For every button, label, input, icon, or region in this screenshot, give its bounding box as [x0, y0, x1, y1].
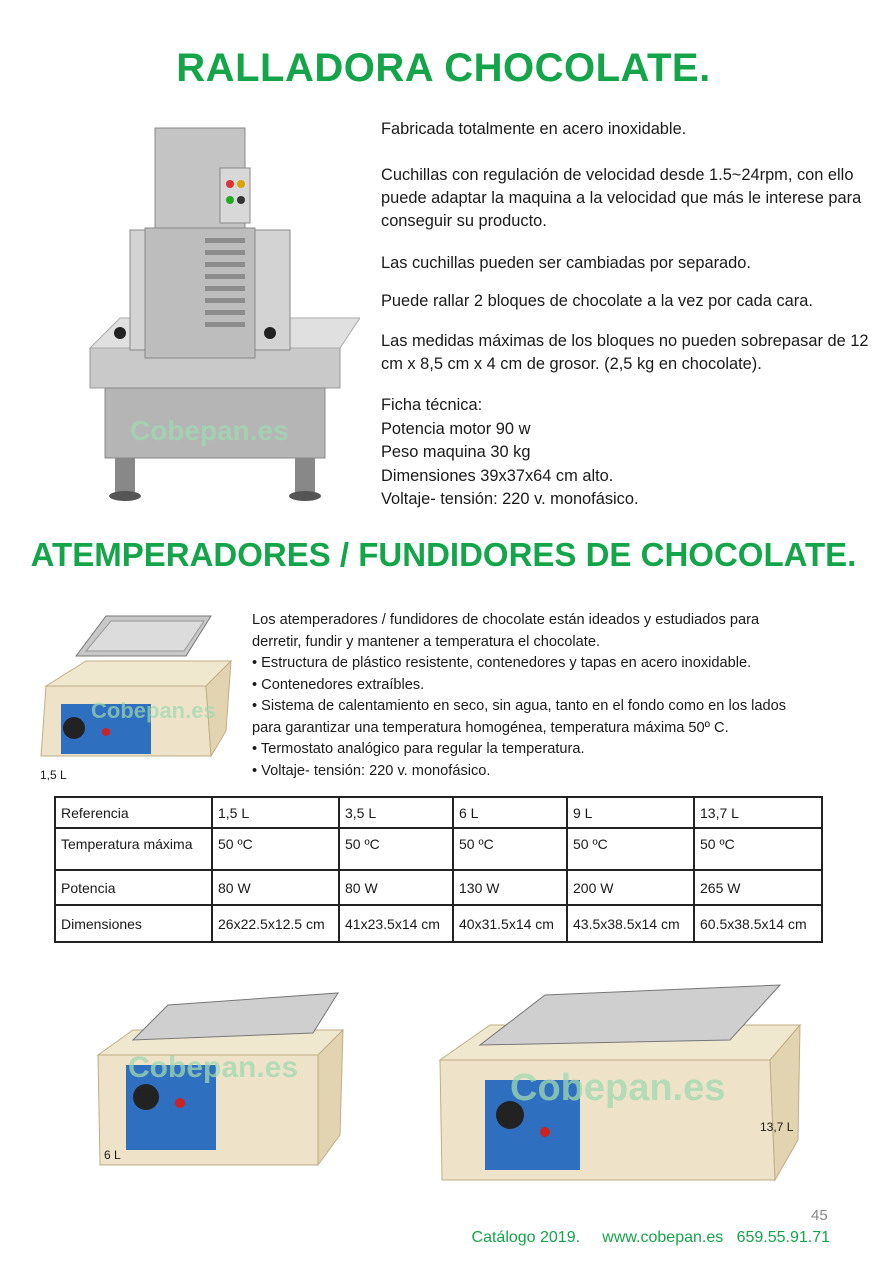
- desc-line: • Estructura de plástico resistente, contenedores y tapas en acero inoxidable.: [252, 655, 752, 671]
- table-cell: 26x22.5x12.5 cm: [212, 905, 339, 942]
- table-cell: 130 W: [453, 870, 567, 905]
- paragraph: Las medidas máximas de los bloques no pueden sobrepasar de 12 cm x 8,5 cm x 4 cm de grosor. (2,5 kg en chocolate).: [381, 332, 869, 373]
- paragraph: Cuchillas con regulación de velocidad desde 1.5~24rpm, con ello puede adaptar la maquina a la velocidad que más le interese para conseguir su producto.: [381, 166, 862, 230]
- table-row: [55, 828, 822, 870]
- desc-line: derretir, fundir y mantener a temperatura el chocolate.: [252, 633, 600, 650]
- caption-medium: 6 L: [104, 1148, 121, 1162]
- table-cell: 200 W: [567, 870, 694, 905]
- table-cell: Potencia: [55, 870, 212, 905]
- ficha-line: Dimensiones 39x37x64 cm alto.: [381, 466, 614, 485]
- melter-small-image: [36, 606, 236, 766]
- melter-medium-image: [88, 985, 358, 1170]
- desc-line: • Sistema de calentamiento en seco, sin agua, tanto en el fondo como en los lados: [252, 698, 787, 714]
- table-cell: 50 ºC: [694, 828, 822, 870]
- melter-description: [252, 610, 872, 782]
- table-cell: 6 L: [453, 797, 567, 828]
- watermark-text: Cobepan.es: [91, 698, 216, 723]
- table-cell: 80 W: [339, 870, 453, 905]
- watermark-text: Cobepan.es: [510, 1067, 726, 1109]
- desc-line: • Termostato analógico para regular la temperatura.: [252, 741, 585, 757]
- table-cell: 50 ºC: [339, 828, 453, 870]
- table-cell: 50 ºC: [212, 828, 339, 870]
- table-cell: 40x31.5x14 cm: [453, 905, 567, 942]
- table-cell: 265 W: [694, 870, 822, 905]
- table-cell: 50 ºC: [453, 828, 567, 870]
- ficha-heading: Ficha técnica:: [381, 396, 483, 414]
- table-row: [55, 797, 822, 828]
- ficha-line: Potencia motor 90 w: [381, 419, 531, 438]
- desc-line: para garantizar una temperatura homogénea, temperatura máxima 50º C.: [252, 719, 729, 736]
- table-cell: 13,7 L: [694, 797, 822, 828]
- paragraph: Puede rallar 2 bloques de chocolate a la vez por cada cara.: [381, 292, 813, 310]
- table-cell: 3,5 L: [339, 797, 453, 828]
- table-row: [55, 870, 822, 905]
- page-number: 45: [811, 1207, 828, 1224]
- table-cell: 43.5x38.5x14 cm: [567, 905, 694, 942]
- table-cell: 9 L: [567, 797, 694, 828]
- watermark-text: Cobepan.es: [130, 415, 289, 446]
- chocolate-grater-image: [70, 118, 360, 508]
- section-title-atemperadores: ATEMPERADORES / FUNDIDORES DE CHOCOLATE.: [30, 536, 857, 573]
- section-title-ralladora: RALLADORA CHOCOLATE.: [176, 46, 711, 90]
- table-cell: Temperatura máxima: [55, 828, 212, 870]
- table-cell: 41x23.5x14 cm: [339, 905, 453, 942]
- desc-line: • Voltaje- tensión: 220 v. monofásico.: [252, 762, 491, 779]
- technical-sheet: [381, 394, 639, 512]
- melter-large-image: [430, 970, 810, 1185]
- table-cell: Referencia: [55, 797, 212, 828]
- table-cell: 50 ºC: [567, 828, 694, 870]
- footer-contact: Catálogo 2019. www.cobepan.es 659.55.91.71: [471, 1229, 830, 1246]
- table-cell: 1,5 L: [212, 797, 339, 828]
- paragraph: Las cuchillas pueden ser cambiadas por separado.: [381, 254, 751, 272]
- watermark-text: Cobepan.es: [128, 1051, 299, 1084]
- table-cell: Dimensiones: [55, 905, 212, 942]
- caption-large: 13,7 L: [760, 1120, 794, 1134]
- desc-line: Los atemperadores / fundidores de chocolate están ideados y estudiados para: [252, 612, 760, 628]
- ficha-line: Voltaje- tensión: 220 v. monofásico.: [381, 490, 639, 508]
- specs-table: [54, 796, 823, 943]
- caption-small: 1,5 L: [40, 768, 67, 782]
- desc-line: • Contenedores extraíbles.: [252, 676, 425, 693]
- paragraph: Fabricada totalmente en acero inoxidable.: [381, 120, 687, 138]
- table-cell: 80 W: [212, 870, 339, 905]
- ficha-line: Peso maquina 30 kg: [381, 443, 531, 461]
- table-row: [55, 905, 822, 942]
- table-cell: 60.5x38.5x14 cm: [694, 905, 822, 942]
